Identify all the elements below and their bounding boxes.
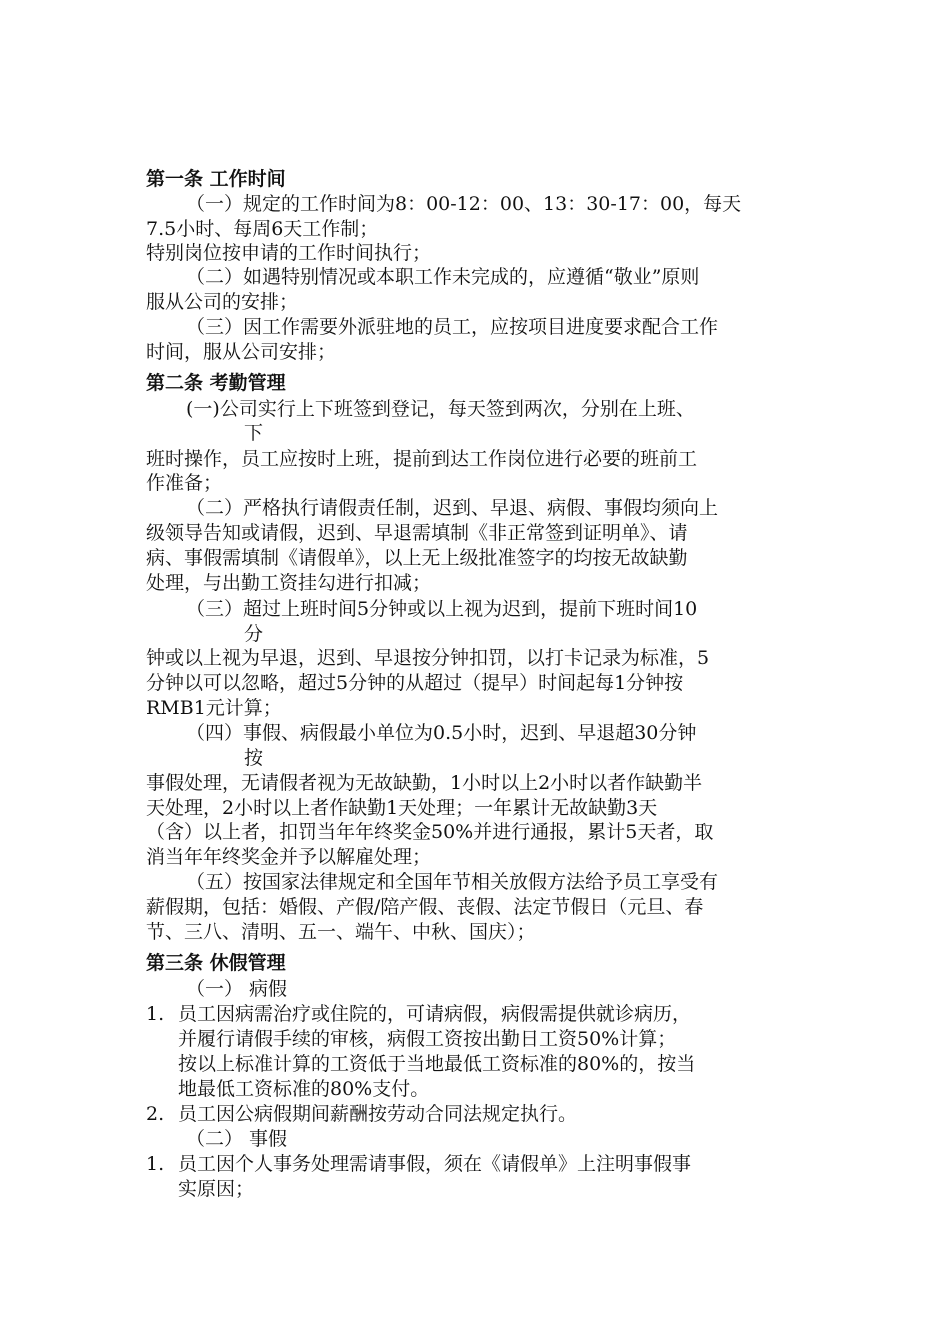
paragraph-line: RMB1元计算； <box>146 697 282 719</box>
paragraph-line: （三）因工作需要外派驻地的员工，应按项目进度要求配合工作 <box>186 316 719 338</box>
list-item-line: 地最低工资标准的80%支付。 <box>178 1078 430 1100</box>
paragraph-line: （三）超过上班时间5分钟或以上视为迟到，提前下班时间10 <box>186 598 698 620</box>
subsection-heading: （二） 事假 <box>186 1128 288 1150</box>
paragraph-line: 服从公司的安排； <box>146 291 299 313</box>
paragraph-line: 病、事假需填制《请假单》，以上无上级批准签字的均按无故缺勤 <box>146 547 688 569</box>
paragraph-line: 按 <box>244 747 264 769</box>
paragraph-line: 作准备； <box>146 472 223 494</box>
paragraph-line: 班时操作，员工应按时上班，提前到达工作岗位进行必要的班前工 <box>146 448 698 470</box>
paragraph-line: 节、三八、清明、五一、端午、中秋、国庆）； <box>146 921 536 943</box>
section-2-heading: 第二条 考勤管理 <box>146 372 286 394</box>
paragraph-line: （二）如遇特别情况或本职工作未完成的，应遵循“敬业”原则 <box>186 266 700 288</box>
subsection-heading: （一） 病假 <box>186 978 288 1000</box>
list-item-line: 实原因； <box>178 1178 255 1200</box>
list-item-line: 并履行请假手续的审核，病假工资按出勤日工资50%计算； <box>178 1028 677 1050</box>
paragraph-line: (一)公司实行上下班签到登记，每天签到两次，分别在上班、 <box>186 398 695 420</box>
list-item-line: 员工因个人事务处理需请事假，须在《请假单》上注明事假事 <box>178 1153 692 1175</box>
paragraph-line: 处理，与出勤工资挂勾进行扣减； <box>146 572 432 594</box>
paragraph-line: 级领导告知或请假，迟到、早退需填制《非正常签到证明单》、请 <box>146 522 688 544</box>
list-item-line: 按以上标准计算的工资低于当地最低工资标准的80%的，按当 <box>178 1053 696 1075</box>
paragraph-line: （二）严格执行请假责任制，迟到、早退、病假、事假均须向上 <box>186 497 719 519</box>
paragraph-line: 下 <box>244 422 264 444</box>
list-number: 1. <box>146 1003 165 1025</box>
paragraph-line: 消当年年终奖金并予以解雇处理； <box>146 846 432 868</box>
list-number: 2. <box>146 1103 165 1125</box>
paragraph-line: （一）规定的工作时间为8：00-12：00、13：30-17：00，每天 <box>186 193 742 215</box>
paragraph-line: （四）事假、病假最小单位为0.5小时，迟到、早退超30分钟 <box>186 722 697 744</box>
paragraph-line: （五）按国家法律规定和全国年节相关放假方法给予员工享受有 <box>186 871 719 893</box>
paragraph-line: 天处理，2小时以上者作缺勤1天处理；一年累计无故缺勤3天 <box>146 797 658 819</box>
list-item-line: 员工因公病假期间薪酬按劳动合同法规定执行。 <box>178 1103 578 1125</box>
section-3-heading: 第三条 休假管理 <box>146 952 286 974</box>
paragraph-line: 特别岗位按申请的工作时间执行； <box>146 242 432 264</box>
paragraph-line: 分 <box>244 623 264 645</box>
paragraph-line: 7.5小时、每周6天工作制； <box>146 218 379 240</box>
paragraph-line: 时间，服从公司安排； <box>146 341 337 363</box>
paragraph-line: 分钟以可以忽略，超过5分钟的从超过（提早）时间起每1分钟按 <box>146 672 684 694</box>
paragraph-line: 薪假期，包括：婚假、产假/陪产假、丧假、法定节假日（元旦、春 <box>146 896 704 918</box>
paragraph-line: 事假处理，无请假者视为无故缺勤，1小时以上2小时以者作缺勤半 <box>146 772 703 794</box>
list-item-line: 员工因病需治疗或住院的，可请病假，病假需提供就诊病历， <box>178 1003 692 1025</box>
section-1-heading: 第一条 工作时间 <box>146 168 286 190</box>
paragraph-line: （含）以上者，扣罚当年年终奖金50%并进行通报，累计5天者，取 <box>146 821 714 843</box>
list-number: 1. <box>146 1153 165 1175</box>
paragraph-line: 钟或以上视为早退，迟到、早退按分钟扣罚，以打卡记录为标准，5 <box>146 647 710 669</box>
